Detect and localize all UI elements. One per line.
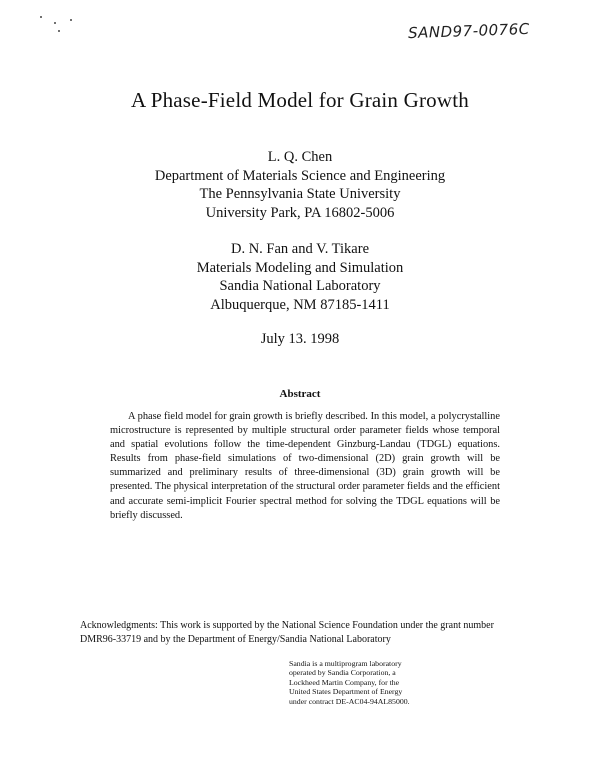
sandia-footnote [289, 659, 459, 706]
author-location: University Park, PA 16802-5006 [205, 204, 395, 221]
scan-speck [58, 30, 60, 32]
abstract-heading: Abstract [279, 388, 321, 400]
author-institution: The Pennsylvania State University [199, 186, 401, 202]
abstract-text: A phase field model for grain growth is briefly described. In this model, a polycrystalline microstructure is represented by multiple structural order parameter fields whose temporal and spatial evolutions follow the time-dependent Ginzburg-Landau (TDGL) equations. Results from phase-field simulations of two-dimensional (2D) grain growth will be summarized and preliminary results of three-dimensional (3D) grain growth will be presented. The physical interpretation of the structural order parameter fields and the efficient and accurate semi-implicit Fourier spectral method for solving the TDGL equations will be briefly discussed. [110, 411, 500, 521]
author-institution: Sandia National Laboratory [219, 278, 381, 294]
sandia-footnote-line: operated by Sandia Corporation, a [289, 668, 396, 678]
acknowledgments: Acknowledgments: This work is supported by the National Science Foundation under the grant number DMR96-33719 and by the Department of Energy/Sandia National Laboratory [80, 620, 494, 645]
sandia-footnote-line: Sandia is a multiprogram laboratory [289, 659, 402, 668]
sandia-footnote-line: United States Department of Energy [289, 687, 403, 697]
scan-speck [70, 19, 72, 21]
paper-title: A Phase-Field Model for Grain Growth [131, 88, 469, 112]
scan-speck [54, 22, 56, 24]
author-department: Materials Modeling and Simulation [196, 259, 404, 276]
sandia-footnote-line: under contract DE-AC04-94AL85000. [289, 696, 410, 706]
author-block-2 [0, 240, 600, 314]
author-name: D. N. Fan and V. Tikare [230, 241, 370, 257]
report-number: SAND97-0076C [407, 19, 530, 43]
author-name: L. Q. Chen [267, 149, 333, 165]
paper-date: July 13. 1998 [260, 331, 340, 347]
author-department: Department of Materials Science and Engineering [154, 167, 446, 184]
author-block-1 [0, 148, 600, 222]
sandia-footnote-line: Lockheed Martin Company, for the [289, 677, 400, 687]
scan-speck [40, 16, 42, 18]
author-location: Albuquerque, NM 87185-1411 [210, 296, 390, 313]
